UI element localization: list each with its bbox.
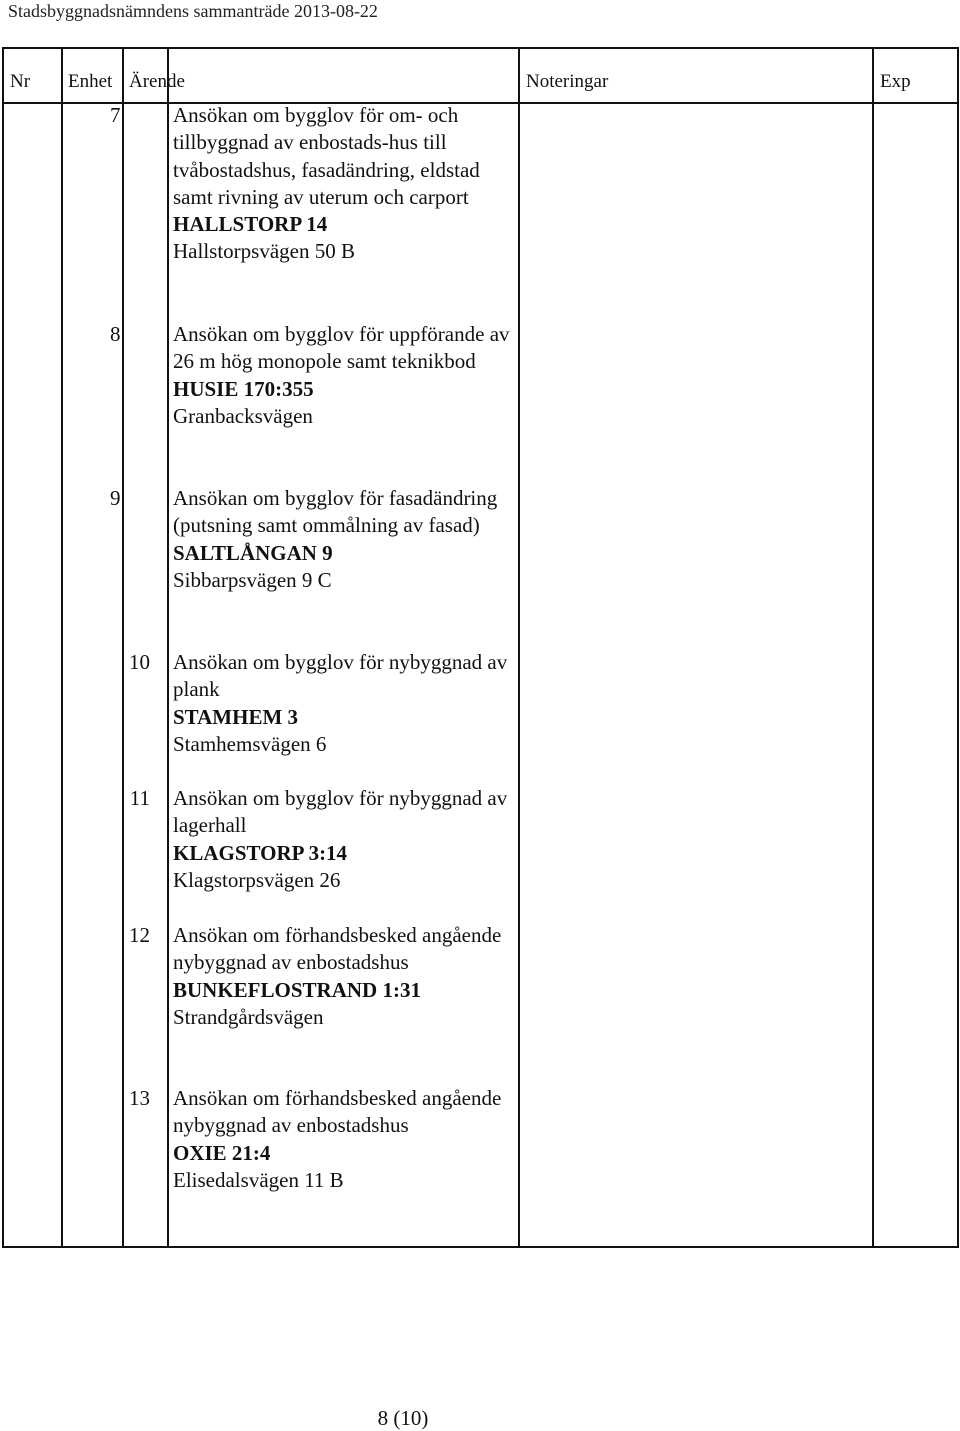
column-header-noteringar: Noteringar xyxy=(526,71,609,92)
column-divider xyxy=(518,49,520,1246)
agenda-item xyxy=(173,102,513,266)
agenda-item xyxy=(173,785,513,894)
item-address: Hallstorpsvägen 50 B xyxy=(173,239,355,264)
column-header-enhet: Enhet xyxy=(68,71,113,92)
page-number: 8 (10) xyxy=(377,1406,429,1430)
column-divider xyxy=(61,49,63,1246)
item-number: 10 xyxy=(129,650,150,674)
item-number: 8 xyxy=(110,322,121,346)
item-address: Strandgårdsvägen xyxy=(173,1004,324,1029)
item-address: Granbacksvägen xyxy=(173,403,313,428)
item-description: Ansökan om bygglov för om- och tillbyggnad av enbostads-hus till tvåbostadshus, fasadändring, eldstad samt rivning av uterum och carport xyxy=(173,103,480,209)
column-header-arende: Ärende xyxy=(129,71,185,92)
item-description: Ansökan om bygglov för uppförande av 26 m hög monopole samt teknikbod xyxy=(173,322,510,374)
item-description: Ansökan om bygglov för nybyggnad av plank xyxy=(173,650,508,702)
item-property: OXIE 21:4 xyxy=(173,1140,271,1165)
item-description: Ansökan om förhandsbesked angående nybyggnad av enbostadshus xyxy=(173,1086,502,1138)
item-address: Klagstorpsvägen 26 xyxy=(173,867,341,892)
item-property: HALLSTORP 14 xyxy=(173,212,328,237)
item-address: Elisedalsvägen 11 B xyxy=(173,1167,344,1192)
item-property: BUNKEFLOSTRAND 1:31 xyxy=(173,977,421,1002)
agenda-item xyxy=(173,1085,513,1194)
column-divider xyxy=(167,49,169,1246)
item-property: KLAGSTORP 3:14 xyxy=(173,840,348,865)
item-address: Sibbarpsvägen 9 C xyxy=(173,567,332,592)
item-number: 9 xyxy=(110,486,121,510)
page-header: Stadsbyggnadsnämndens sammanträde 2013-08-22 xyxy=(8,1,378,21)
item-description: Ansökan om bygglov för nybyggnad av lagerhall xyxy=(173,786,508,838)
agenda-item xyxy=(173,485,513,594)
column-divider xyxy=(872,49,874,1246)
column-header-nr: Nr xyxy=(10,71,31,92)
item-number: 12 xyxy=(129,923,150,947)
item-description: Ansökan om förhandsbesked angående nybyggnad av enbostadshus xyxy=(173,923,502,975)
column-divider xyxy=(122,49,124,1246)
item-number: 13 xyxy=(129,1086,150,1110)
agenda-item xyxy=(173,922,513,1031)
agenda-item xyxy=(173,649,513,758)
item-address: Stamhemsvägen 6 xyxy=(173,731,327,756)
agenda-item xyxy=(173,321,513,430)
item-number: 7 xyxy=(110,103,121,127)
item-property: HUSIE 170:355 xyxy=(173,376,314,401)
item-number: 11 xyxy=(129,786,150,810)
column-header-exp: Exp xyxy=(880,71,911,92)
item-property: STAMHEM 3 xyxy=(173,704,299,729)
item-property: SALTLÅNGAN 9 xyxy=(173,540,333,565)
item-description: Ansökan om bygglov för fasadändring (putsning samt ommålning av fasad) xyxy=(173,486,498,538)
